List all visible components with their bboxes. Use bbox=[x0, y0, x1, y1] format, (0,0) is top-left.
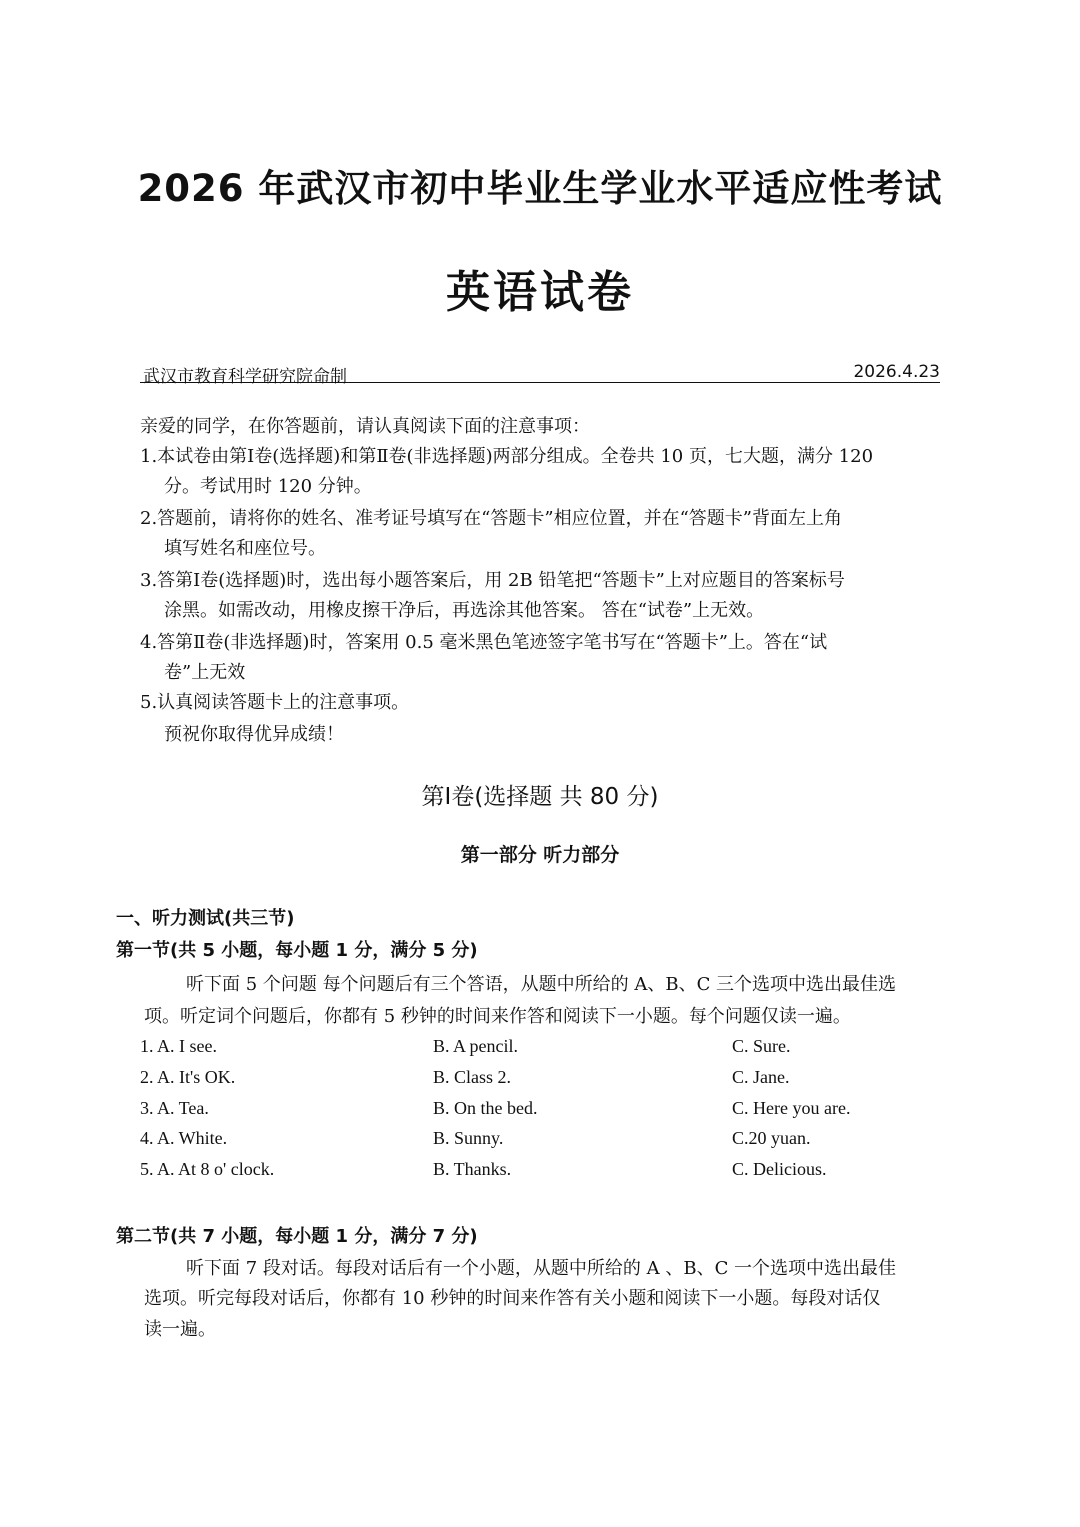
option-a: 1. A. I see. bbox=[140, 1036, 217, 1056]
option-b: B. Sunny. bbox=[433, 1128, 504, 1148]
section2-instruction: 听下面 7 段对话。每段对话后有一个小题，从题中所给的 A 、B、C 一个选项中选出最佳 bbox=[186, 1258, 897, 1279]
volume-title: 第Ⅰ卷(选择题 共 80 分) bbox=[421, 784, 659, 810]
notice-item: 4.答第Ⅱ卷(非选择题)时，答案用 0.5 毫米黑色笔迹签字笔书写在“答题卡”上。答在“试 bbox=[140, 632, 828, 653]
notice-item: 填写姓名和座位号。 bbox=[164, 538, 326, 559]
subject-title: 英语试卷 bbox=[446, 267, 634, 318]
notice-item: 涂黑。如需改动，用橡皮擦干净后，再选涂其他答案。 答在“试卷”上无效。 bbox=[164, 600, 765, 621]
option-b: B. On the bed. bbox=[433, 1098, 538, 1118]
section2-instruction: 读一遍。 bbox=[144, 1319, 216, 1340]
option-b: B. A pencil. bbox=[433, 1036, 518, 1056]
option-a: 3. A. Tea. bbox=[140, 1098, 209, 1118]
section1-heading: 第一节(共 5 小题，每小题 1 分，满分 5 分) bbox=[116, 940, 478, 961]
option-c: C. Sure. bbox=[732, 1036, 791, 1056]
notice-item: 卷”上无效 bbox=[164, 662, 246, 683]
notice-item: 2.答题前，请将你的姓名、准考证号填写在“答题卡”相应位置，并在“答题卡”背面左上角 bbox=[140, 508, 842, 529]
issuer: 武汉市教育科学研究院命制 bbox=[143, 367, 347, 387]
notice-item: 分。考试用时 120 分钟。 bbox=[164, 476, 372, 497]
notice-item: 1.本试卷由第Ⅰ卷(选择题)和第Ⅱ卷(非选择题)两部分组成。全卷共 10 页，七大题，满分 120 bbox=[140, 446, 874, 467]
notice-item: 5.认真阅读答题卡上的注意事项。 bbox=[140, 692, 410, 713]
notice-item: 预祝你取得优异成绩！ bbox=[164, 724, 344, 745]
option-c: C.20 yuan. bbox=[732, 1128, 811, 1148]
option-b: B. Class 2. bbox=[433, 1067, 512, 1087]
option-c: C. Here you are. bbox=[732, 1098, 851, 1118]
section2-instruction: 选项。听完每段对话后，你都有 10 秒钟的时间来作答有关小题和阅读下一小题。每段对话仅 bbox=[144, 1288, 881, 1309]
option-a: 4. A. White. bbox=[140, 1128, 228, 1148]
option-a: 2. A. It's OK. bbox=[140, 1067, 236, 1087]
option-b: B. Thanks. bbox=[433, 1159, 512, 1179]
section1-instruction: 项。听定词个问题后，你都有 5 秒钟的时间来作答和阅读下一小题。每个问题仅读一遍。 bbox=[144, 1006, 851, 1027]
exam-title: 2026 年武汉市初中毕业生学业水平适应性考试 bbox=[137, 167, 943, 210]
listening-heading: 一、听力测试(共三节) bbox=[116, 908, 295, 929]
notice-item: 3.答第Ⅰ卷(选择题)时，选出每小题答案后，用 2B 铅笔把“答题卡”上对应题目的答案标号 bbox=[140, 570, 845, 591]
option-c: C. Delicious. bbox=[732, 1159, 827, 1179]
section2-heading: 第二节(共 7 小题，每小题 1 分，满分 7 分) bbox=[116, 1226, 478, 1247]
notice-intro: 亲爱的同学，在你答题前，请认真阅读下面的注意事项： bbox=[140, 416, 590, 437]
option-a: 5. A. At 8 o' clock. bbox=[140, 1159, 275, 1179]
header-divider bbox=[140, 382, 940, 383]
option-c: C. Jane. bbox=[732, 1067, 790, 1087]
section1-instruction: 听下面 5 个问题 每个问题后有三个答语，从题中所给的 A、B、C 三个选项中选出最佳选 bbox=[186, 974, 897, 995]
part-title: 第一部分 听力部分 bbox=[460, 844, 620, 866]
exam-date: 2026.4.23 bbox=[853, 362, 940, 382]
